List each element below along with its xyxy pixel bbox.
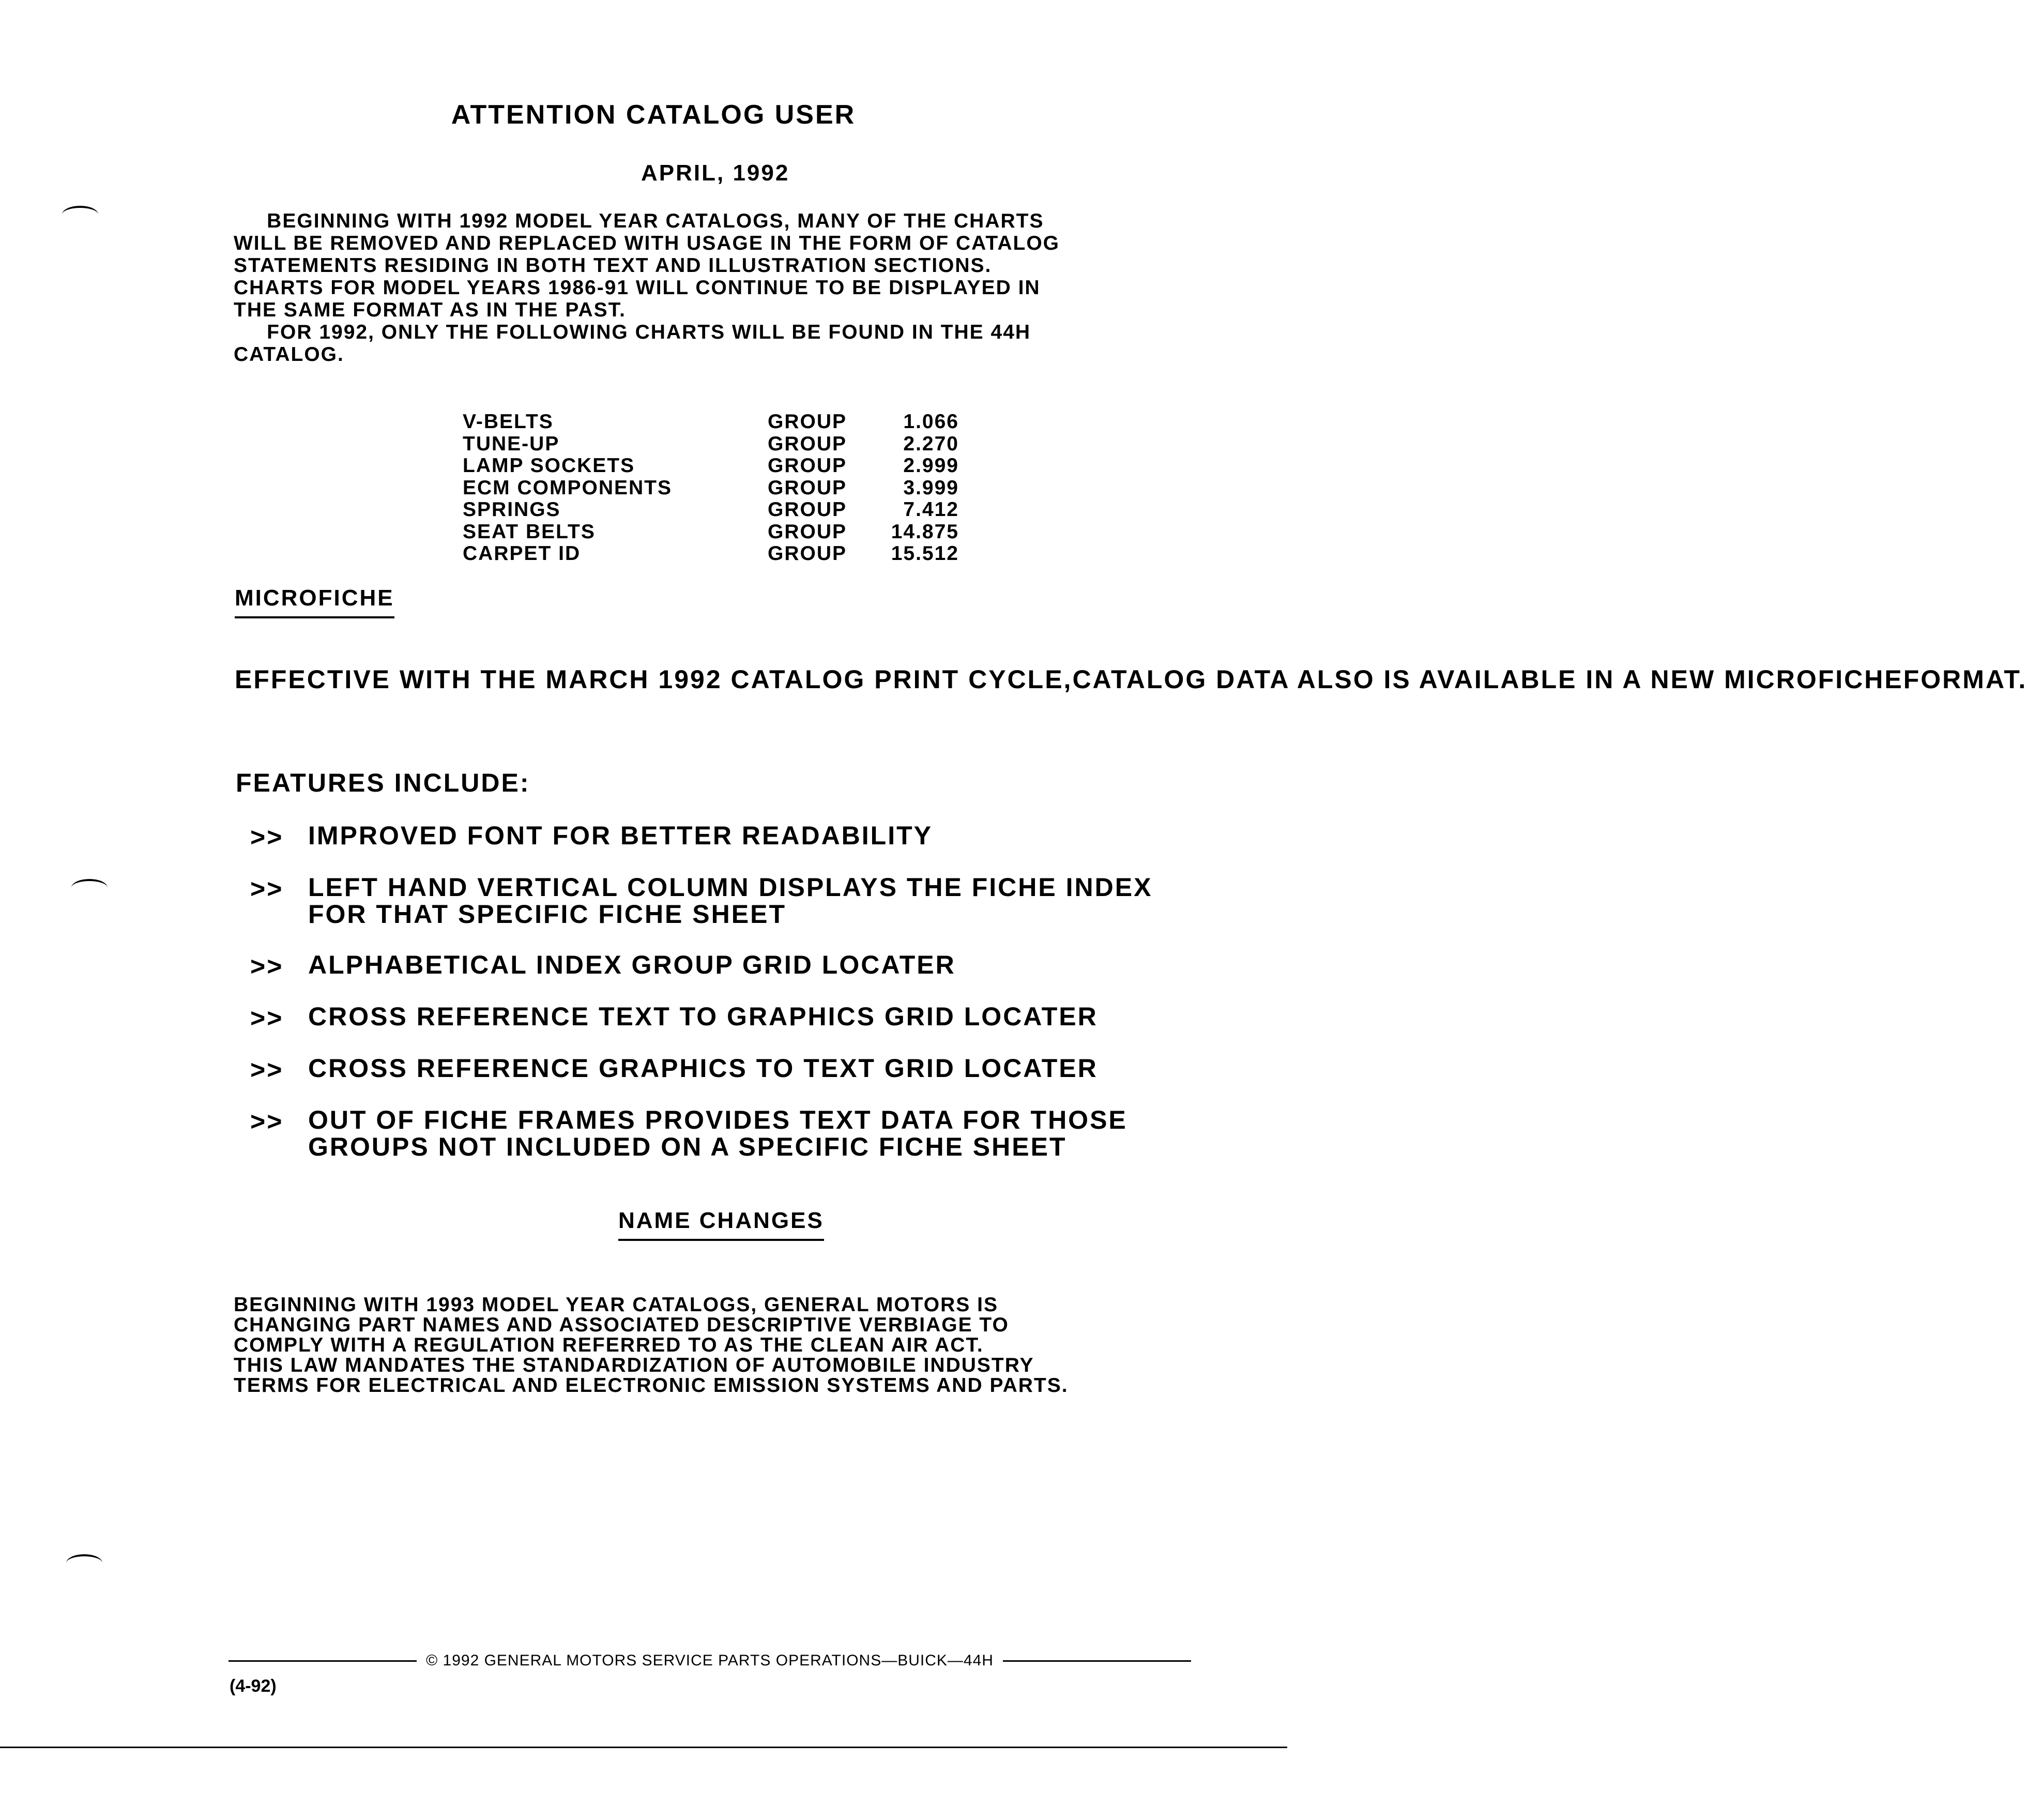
feature-text: GROUPS NOT INCLUDED ON A SPECIFIC FICHE SHEET [308, 1132, 1067, 1161]
chart-group-label: GROUP [768, 454, 847, 477]
chart-group-number: 3.999 [903, 476, 959, 499]
chart-name: TUNE-UP [463, 432, 560, 455]
document-date: APRIL, 1992 [641, 160, 790, 186]
page-title: ATTENTION CATALOG USER [451, 100, 856, 130]
bullet-mark: >> [250, 1055, 284, 1084]
chart-row [463, 543, 959, 565]
feature-item [250, 950, 1152, 981]
chart-group-number: 7.412 [903, 498, 959, 521]
chart-group-label: GROUP [768, 520, 847, 543]
text-line: WILL BE REMOVED AND REPLACED WITH USAGE IN THE FORM OF CATALOG [234, 232, 1060, 254]
text-line: THE SAME FORMAT AS IN THE PAST. [234, 299, 626, 321]
chart-group-label: GROUP [768, 498, 847, 521]
chart-group-label: GROUP [768, 432, 847, 455]
intro-paragraph [234, 210, 1060, 366]
chart-row [463, 521, 959, 543]
chart-name: SPRINGS [463, 498, 561, 521]
text-line: COMPLY WITH A REGULATION REFERRED TO AS THE CLEAN AIR ACT. [234, 1334, 984, 1356]
chart-group-number: 1.066 [903, 411, 959, 433]
microfiche-heading: MICROFICHE [235, 585, 394, 618]
chart-name: CARPET ID [463, 542, 581, 565]
effective-paragraph [235, 666, 2027, 693]
feature-text: LEFT HAND VERTICAL COLUMN DISPLAYS THE FICHE INDEX [308, 873, 1153, 902]
footer-rule-right [1003, 1660, 1191, 1662]
charts-table [463, 411, 959, 565]
text-line: BEGINNING WITH 1993 MODEL YEAR CATALOGS, GENERAL MOTORS IS [234, 1294, 999, 1316]
name-changes-heading: NAME CHANGES [618, 1208, 824, 1241]
text-line: FORMAT. [1903, 665, 2027, 694]
features-list [250, 822, 1152, 1184]
feature-text: OUT OF FICHE FRAMES PROVIDES TEXT DATA FOR THOSE [308, 1105, 1127, 1134]
feature-text: CROSS REFERENCE GRAPHICS TO TEXT GRID LOCATER [308, 1054, 1098, 1083]
text-line: THIS LAW MANDATES THE STANDARDIZATION OF AUTOMOBILE INDUSTRY [234, 1354, 1034, 1376]
text-line: CHANGING PART NAMES AND ASSOCIATED DESCRIPTIVE VERBIAGE TO [234, 1314, 1009, 1336]
feature-text: ALPHABETICAL INDEX GROUP GRID LOCATER [308, 950, 956, 979]
name-changes-paragraph [234, 1295, 1069, 1396]
footer-rule-left [228, 1660, 417, 1662]
features-heading: FEATURES INCLUDE: [236, 768, 530, 797]
feature-text: FOR THAT SPECIFIC FICHE SHEET [308, 900, 786, 929]
chart-name: LAMP SOCKETS [463, 454, 635, 477]
footer-copyright: © 1992 GENERAL MOTORS SERVICE PARTS OPERATIONS—BUICK—44H [426, 1652, 994, 1669]
chart-row [463, 411, 959, 433]
chart-group-number: 2.270 [903, 432, 959, 455]
bullet-mark: >> [250, 874, 284, 903]
feature-item [250, 1106, 1152, 1160]
feature-item [250, 1002, 1152, 1033]
chart-group-label: GROUP [768, 411, 847, 433]
text-line: TERMS FOR ELECTRICAL AND ELECTRONIC EMISSION SYSTEMS AND PARTS. [234, 1374, 1069, 1397]
chart-row [463, 455, 959, 477]
text-line: STATEMENTS RESIDING IN BOTH TEXT AND ILLUSTRATION SECTIONS. [234, 254, 992, 277]
feature-item [250, 874, 1152, 928]
feature-text: CROSS REFERENCE TEXT TO GRAPHICS GRID LOCATER [308, 1002, 1098, 1031]
text-line: CATALOG. [234, 343, 344, 366]
binder-hole-mark [71, 879, 108, 897]
chart-row [463, 499, 959, 521]
footer [228, 1652, 1191, 1670]
feature-text: IMPROVED FONT FOR BETTER READABILITY [308, 821, 933, 850]
chart-group-label: GROUP [768, 542, 847, 565]
chart-group-number: 15.512 [891, 542, 959, 565]
chart-group-number: 2.999 [903, 454, 959, 477]
chart-row [463, 477, 959, 499]
feature-item [250, 1055, 1152, 1082]
text-line: EFFECTIVE WITH THE MARCH 1992 CATALOG PRINT CYCLE, [235, 665, 1073, 694]
bullet-mark: >> [250, 1107, 284, 1136]
bullet-mark: >> [250, 1004, 284, 1033]
revision-code: (4-92) [230, 1676, 277, 1696]
feature-item [250, 821, 1152, 852]
binder-hole-mark [66, 1554, 102, 1572]
text-line: FOR 1992, ONLY THE FOLLOWING CHARTS WILL BE FOUND IN THE 44H [234, 321, 1031, 343]
bullet-mark: >> [250, 823, 284, 852]
bottom-rule [0, 1747, 1287, 1748]
text-line: CATALOG DATA ALSO IS AVAILABLE IN A NEW MICROFICHE [1072, 665, 1903, 694]
chart-group-number: 14.875 [891, 520, 959, 543]
text-line: CHARTS FOR MODEL YEARS 1986-91 WILL CONTINUE TO BE DISPLAYED IN [234, 277, 1041, 299]
bullet-mark: >> [250, 952, 284, 981]
chart-name: ECM COMPONENTS [463, 476, 673, 499]
text-line: BEGINNING WITH 1992 MODEL YEAR CATALOGS, MANY OF THE CHARTS [234, 210, 1044, 232]
chart-row [463, 433, 959, 456]
binder-hole-mark [62, 206, 98, 223]
chart-name: SEAT BELTS [463, 520, 596, 543]
chart-name: V-BELTS [463, 411, 554, 433]
chart-group-label: GROUP [768, 476, 847, 499]
